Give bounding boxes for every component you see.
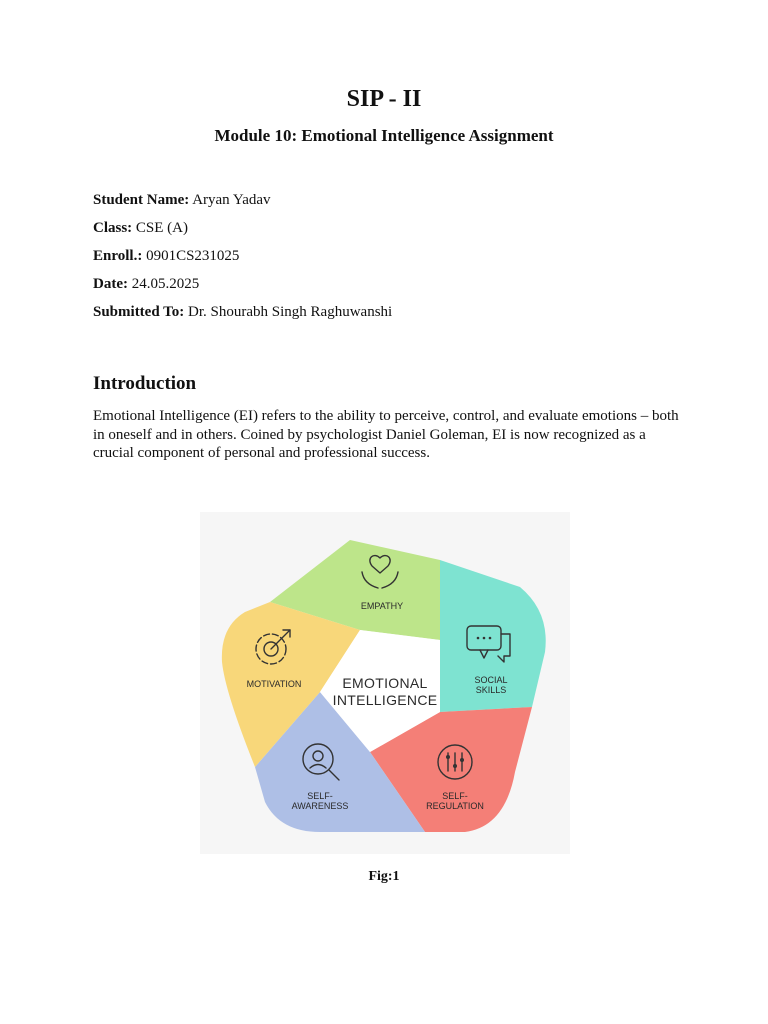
date-value: 24.05.2025 [131,276,200,292]
class-value: CSE (A) [135,220,189,236]
social-skills-label-line1: SOCIAL [474,675,508,685]
self-regulation-label-line1: SELF- [442,791,468,801]
center-label-line1: EMOTIONAL [342,675,428,691]
student-name-row [93,190,392,218]
introduction-heading: Introduction [93,373,197,394]
self-regulation-label-line2: REGULATION [426,801,484,811]
submitted-to-row [93,302,392,330]
center-label-line2: INTELLIGENCE [332,692,438,708]
self-awareness-label-line2: AWARENESS [291,801,349,811]
ei-pentagon-figure [200,512,570,854]
submitted-to-value: Dr. Shourabh Singh Raghuwanshi [188,304,393,320]
figure-caption: Fig:1 [368,869,400,884]
class-label: Class: [93,220,133,236]
student-info [93,190,392,330]
enroll-value: 0901CS231025 [146,248,240,264]
document-subtitle: Module 10: Emotional Intelligence Assignment [214,126,554,145]
enroll-label: Enroll.: [93,248,143,264]
submitted-to-label: Submitted To: [93,304,185,320]
social-skills-label-line2: SKILLS [475,685,507,695]
class-row [93,218,392,246]
student-name-value: Aryan Yadav [192,192,271,208]
self-awareness-label-line1: SELF- [307,791,333,801]
date-label: Date: [93,276,128,292]
motivation-label: MOTIVATION [246,679,302,689]
ei-pentagon-diagram [200,512,570,854]
date-row [93,274,392,302]
introduction-paragraph: Emotional Intelligence (EI) refers to the ability to perceive, control, and evaluate emotions – both in oneself and in others. Coined by psychologist Daniel Goleman, EI is now recognized as a crucial component of personal and professional success. [93,408,679,461]
student-name-label: Student Name: [93,192,190,208]
document-title: SIP - II [346,86,422,112]
enroll-row [93,246,392,274]
empathy-label: EMPATHY [360,601,404,611]
